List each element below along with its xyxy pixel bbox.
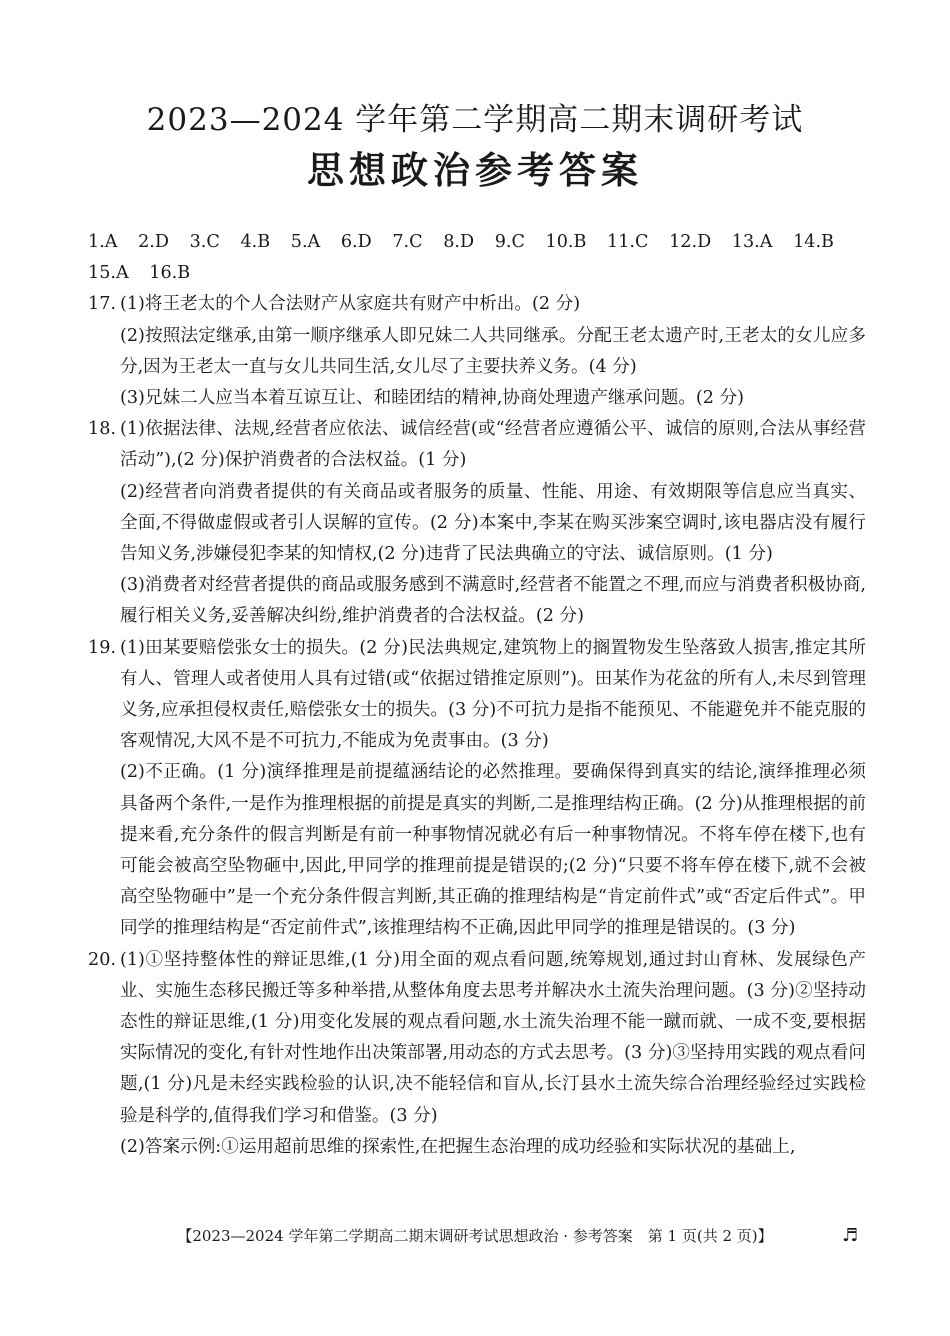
mc-answer: 2.D bbox=[138, 232, 169, 252]
mc-answer: 7.C bbox=[392, 232, 423, 252]
music-note-icon: ♬ bbox=[842, 1225, 859, 1246]
mc-answer: 10.B bbox=[545, 232, 587, 252]
page-title: 2023—2024 学年第二学期高二期末调研考试 bbox=[146, 102, 804, 138]
mc-answer: 12.D bbox=[669, 232, 712, 252]
question-17 bbox=[88, 289, 866, 414]
answer-paragraph: (1)依据法律、法规,经营者应依法、诚信经营(或“经营者应遵循公平、诚信的原则,合法从事经营活动”),(2 分)保护消费者的合法权益。(1 分) bbox=[120, 419, 866, 471]
question-number: 19. bbox=[88, 637, 116, 658]
mc-answer: 16.B bbox=[149, 263, 191, 284]
answer-paragraph: (2)按照法定继承,由第一顺序继承人即兄妹二人共同继承。分配王老太遗产时,王老太的女儿应多分,因为王老太一直与女儿共同生活,女儿尽了主要扶养义务。(4 分) bbox=[120, 325, 866, 377]
answer-paragraph: (1)将王老太的个人合法财产从家庭共有财产中析出。(2 分) bbox=[120, 294, 581, 315]
mc-answer: 8.D bbox=[443, 232, 475, 252]
answer-paragraph: (2)经营者向消费者提供的有关商品或者服务的质量、性能、用途、有效期限等信息应当真实、全面,不得做虚假或者引人误解的宣传。(2 分)本案中,李某在购买涉案空调时,该电器店没有履行告知义务,涉嫌侵犯李某的知情权,(2 分)违背了民法典确立的守法、诚信原则。(1 分) bbox=[120, 481, 866, 565]
mc-answer: 4.B bbox=[240, 232, 271, 252]
mc-answer: 9.C bbox=[494, 232, 525, 252]
question-number: 20. bbox=[88, 949, 116, 970]
mc-answer: 5.A bbox=[290, 232, 321, 252]
question-20 bbox=[88, 945, 866, 1163]
answer-content bbox=[88, 227, 866, 1163]
mc-answer: 15.A bbox=[88, 263, 129, 284]
page-footer: 【2023—2024 学年第二学期高二期末调研考试思想政治 · 参考答案 第 1 页(共 2 页)】 bbox=[177, 1227, 773, 1245]
mc-answers-line-2 bbox=[88, 258, 866, 289]
mc-answer: 11.C bbox=[607, 232, 649, 252]
answer-paragraph: (1)田某要赔偿张女士的损失。(2 分)民法典规定,建筑物上的搁置物发生坠落致人损害,推定其所有人、管理人或者使用人具有过错(或“依据过错推定原则”)。田某作为花盆的所有人,未尽到管理义务,应承担侵权责任,赔偿张女士的损失。(3 分)不可抗力是指不能预见、不能避免并不能克服的客观情况,大风不是不可抗力,不能成为免责事由。(3 分) bbox=[120, 637, 866, 752]
answer-paragraph: (1)①坚持整体性的辩证思维,(1 分)用全面的观点看问题,统筹规划,通过封山育林、发展绿色产业、实施生态移民搬迁等多种举措,从整体角度去思考并解决水土流失治理问题。(3 分)②坚持动态性的辩证思维,(1 分)用变化发展的观点看问题,水土流失治理不能一蹴而就、一成不变,要根据实际情况的变化,有针对性地作出决策部署,用动态的方式去思考。(3 分)③坚持用实践的观点看问题,(1 分)凡是未经实践检验的认识,决不能轻信和盲从,长汀县水土流失综合治理经验经过实践检验是科学的,值得我们学习和借鉴。(3 分) bbox=[120, 949, 866, 1126]
answer-paragraph: (2)不正确。(1 分)演绎推理是前提蕴涵结论的必然推理。要确保得到真实的结论,演绎推理必须具备两个条件,一是作为推理根据的前提是真实的判断,二是推理结构正确。(2 分)从推理根据的前提来看,充分条件的假言判断是有前一种事物情况就必有后一种事物情况。不将车停在楼下,也有可能会被高空坠物砸中,因此,甲同学的推理前提是错误的;(2 分)“只要不将车停在楼下,就不会被高空坠物砸中”是一个充分条件假言判断,其正确的推理结构是“肯定前件式”或“否定后件式”。甲同学的推理结构是“否定前件式”,该推理结构不正确,因此甲同学的推理是错误的。(3 分) bbox=[120, 762, 866, 939]
mc-answers-line-1 bbox=[88, 227, 866, 258]
mc-answer: 3.C bbox=[189, 232, 220, 252]
answer-paragraph: (3)兄妹二人应当本着互谅互让、和睦团结的精神,协商处理遗产继承问题。(2 分) bbox=[120, 388, 745, 409]
mc-answer: 1.A bbox=[88, 232, 118, 252]
mc-answer: 6.D bbox=[340, 232, 372, 252]
answer-paragraph: (3)消费者对经营者提供的商品或服务感到不满意时,经营者不能置之不理,而应与消费者积极协商,履行相关义务,妥善解决纠纷,维护消费者的合法权益。(2 分) bbox=[120, 575, 866, 627]
mc-answer: 13.A bbox=[731, 232, 773, 252]
question-19 bbox=[88, 633, 866, 945]
question-number: 18. bbox=[88, 419, 116, 440]
mc-answer: 14.B bbox=[793, 232, 834, 252]
page-subtitle: 思想政治参考答案 bbox=[307, 149, 643, 192]
question-number: 17. bbox=[88, 294, 116, 315]
answer-paragraph: (2)答案示例:①运用超前思维的探索性,在把握生态治理的成功经验和实际状况的基础上, bbox=[120, 1136, 796, 1157]
question-18 bbox=[88, 414, 866, 632]
